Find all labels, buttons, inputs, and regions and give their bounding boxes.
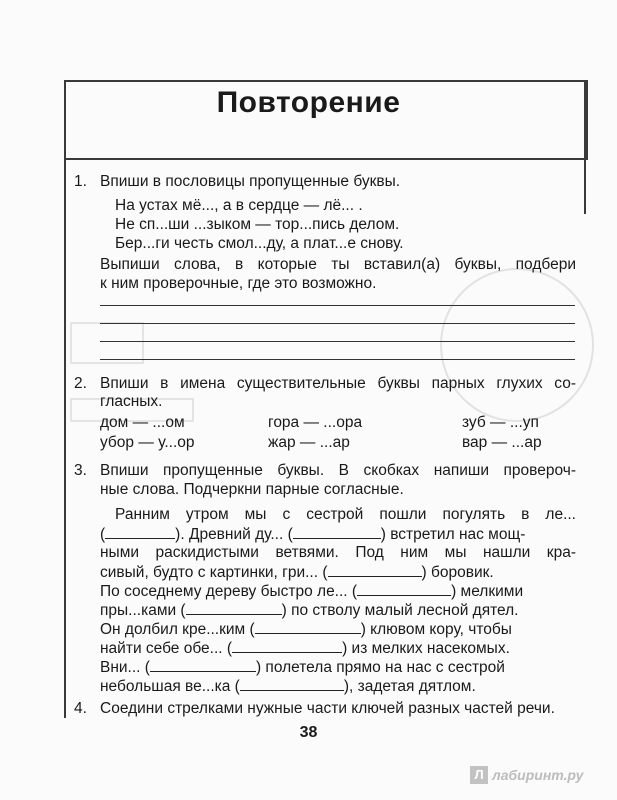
task-2-instruction-line-2: гласных. bbox=[100, 393, 163, 410]
text-line-4 bbox=[100, 562, 494, 582]
task-1-instruction-2-line-1: Выпиши слова, в которые ты вставил(а) буквы, подбери bbox=[100, 256, 576, 273]
text-line-7 bbox=[100, 619, 512, 639]
answer-blank[interactable] bbox=[293, 524, 381, 539]
text-fragment: Вни... ( bbox=[100, 659, 150, 676]
proverb-1: На устах мё..., а в сердце — лё... . bbox=[115, 197, 363, 214]
text-fragment: ( bbox=[100, 526, 106, 543]
text-fragment: ), задетая дятлом. bbox=[343, 678, 476, 695]
watermark-logo bbox=[470, 766, 583, 784]
text-fragment: найти себе обе... ( bbox=[100, 640, 233, 657]
text-fragment: ) боровик. bbox=[421, 564, 494, 581]
task-3-instruction-line-2: ные слова. Подчеркни парные согласные. bbox=[100, 481, 404, 498]
answer-blank[interactable] bbox=[255, 619, 361, 634]
answer-line[interactable] bbox=[100, 341, 575, 342]
word-pair[interactable]: гора — ...ора bbox=[268, 414, 363, 431]
answer-blank[interactable] bbox=[186, 600, 282, 615]
task-3-number: 3. bbox=[74, 462, 87, 479]
proverb-3: Бер...ги честь смол...ду, а плат...е снову. bbox=[115, 235, 404, 252]
answer-line[interactable] bbox=[100, 305, 575, 306]
text-fragment: ). Древний ду... ( bbox=[175, 526, 293, 543]
text-fragment: Он долбил кре...ким ( bbox=[100, 621, 255, 638]
answer-blank[interactable] bbox=[240, 676, 344, 691]
task-1-instruction-2-line-2: к ним проверочные, где это возможно. bbox=[100, 275, 377, 292]
word-pair[interactable]: зуб — ...уп bbox=[462, 414, 539, 431]
watermark-text: лабиринт.ру bbox=[492, 767, 584, 783]
text-fragment: ) встретил нас мощ- bbox=[380, 526, 526, 543]
answer-line[interactable] bbox=[100, 323, 575, 324]
page-title: Повторение bbox=[216, 86, 401, 119]
answer-blank[interactable] bbox=[357, 581, 451, 596]
text-line-9 bbox=[100, 657, 505, 677]
text-line-10 bbox=[100, 676, 476, 696]
task-1-instruction: Впиши в пословицы пропущенные буквы. bbox=[100, 173, 401, 190]
task-4-number: 4. bbox=[74, 700, 87, 717]
answer-blank[interactable] bbox=[232, 638, 342, 653]
word-pair[interactable]: жар — ...ар bbox=[268, 434, 350, 451]
text-line-1: Ранним утром мы с сестрой пошли погулять в ле... bbox=[115, 506, 576, 523]
text-fragment: сивый, будто с картинки, гри... ( bbox=[100, 564, 328, 581]
frame-left-line bbox=[64, 158, 66, 718]
word-pair[interactable]: вар — ...ар bbox=[462, 434, 542, 451]
text-line-3: ными раскидистыми ветвями. Под ним мы нашли кра- bbox=[100, 544, 576, 561]
labirint-logo-icon: Л bbox=[470, 766, 488, 784]
text-fragment: пры...ками ( bbox=[100, 602, 186, 619]
task-4-instruction: Соедини стрелками нужные части ключей разных частей речи. bbox=[100, 700, 555, 717]
page-number: 38 bbox=[299, 724, 318, 741]
bleed-through-box bbox=[70, 322, 144, 364]
text-fragment: ) по стволу малый лесной дятел. bbox=[281, 602, 519, 619]
task-1-number: 1. bbox=[74, 173, 87, 190]
proverb-2: Не сп...ши ...зыком — тор...пись делом. bbox=[115, 216, 400, 233]
bleed-through-circle bbox=[440, 268, 594, 422]
text-line-6 bbox=[100, 600, 519, 620]
answer-blank[interactable] bbox=[150, 657, 256, 672]
word-pair[interactable]: дом — ...ом bbox=[100, 414, 185, 431]
text-fragment: ) из мелких насекомых. bbox=[342, 640, 510, 657]
answer-blank[interactable] bbox=[328, 562, 422, 577]
text-line-8 bbox=[100, 638, 510, 658]
answer-blank[interactable] bbox=[105, 524, 175, 539]
text-fragment: небольшая ве...ка ( bbox=[100, 678, 240, 695]
frame-divider bbox=[64, 158, 586, 160]
task-3-instruction-line-1: Впиши пропущенные буквы. В скобках напиши провероч- bbox=[100, 462, 576, 479]
task-2-instruction-line-1: Впиши в имена существительные буквы парных глухих со- bbox=[100, 375, 576, 392]
text-line-2 bbox=[100, 524, 525, 544]
text-line-5 bbox=[100, 581, 523, 601]
text-fragment: ) полетела прямо на нас с сестрой bbox=[255, 659, 505, 676]
text-fragment: ) мелкими bbox=[451, 583, 524, 600]
text-fragment: По соседнему дереву быстро ле... ( bbox=[100, 583, 358, 600]
answer-line[interactable] bbox=[100, 359, 575, 360]
word-pair[interactable]: убор — у...ор bbox=[100, 434, 195, 451]
task-2-number: 2. bbox=[74, 375, 87, 392]
text-fragment: ) клювом кору, чтобы bbox=[360, 621, 512, 638]
